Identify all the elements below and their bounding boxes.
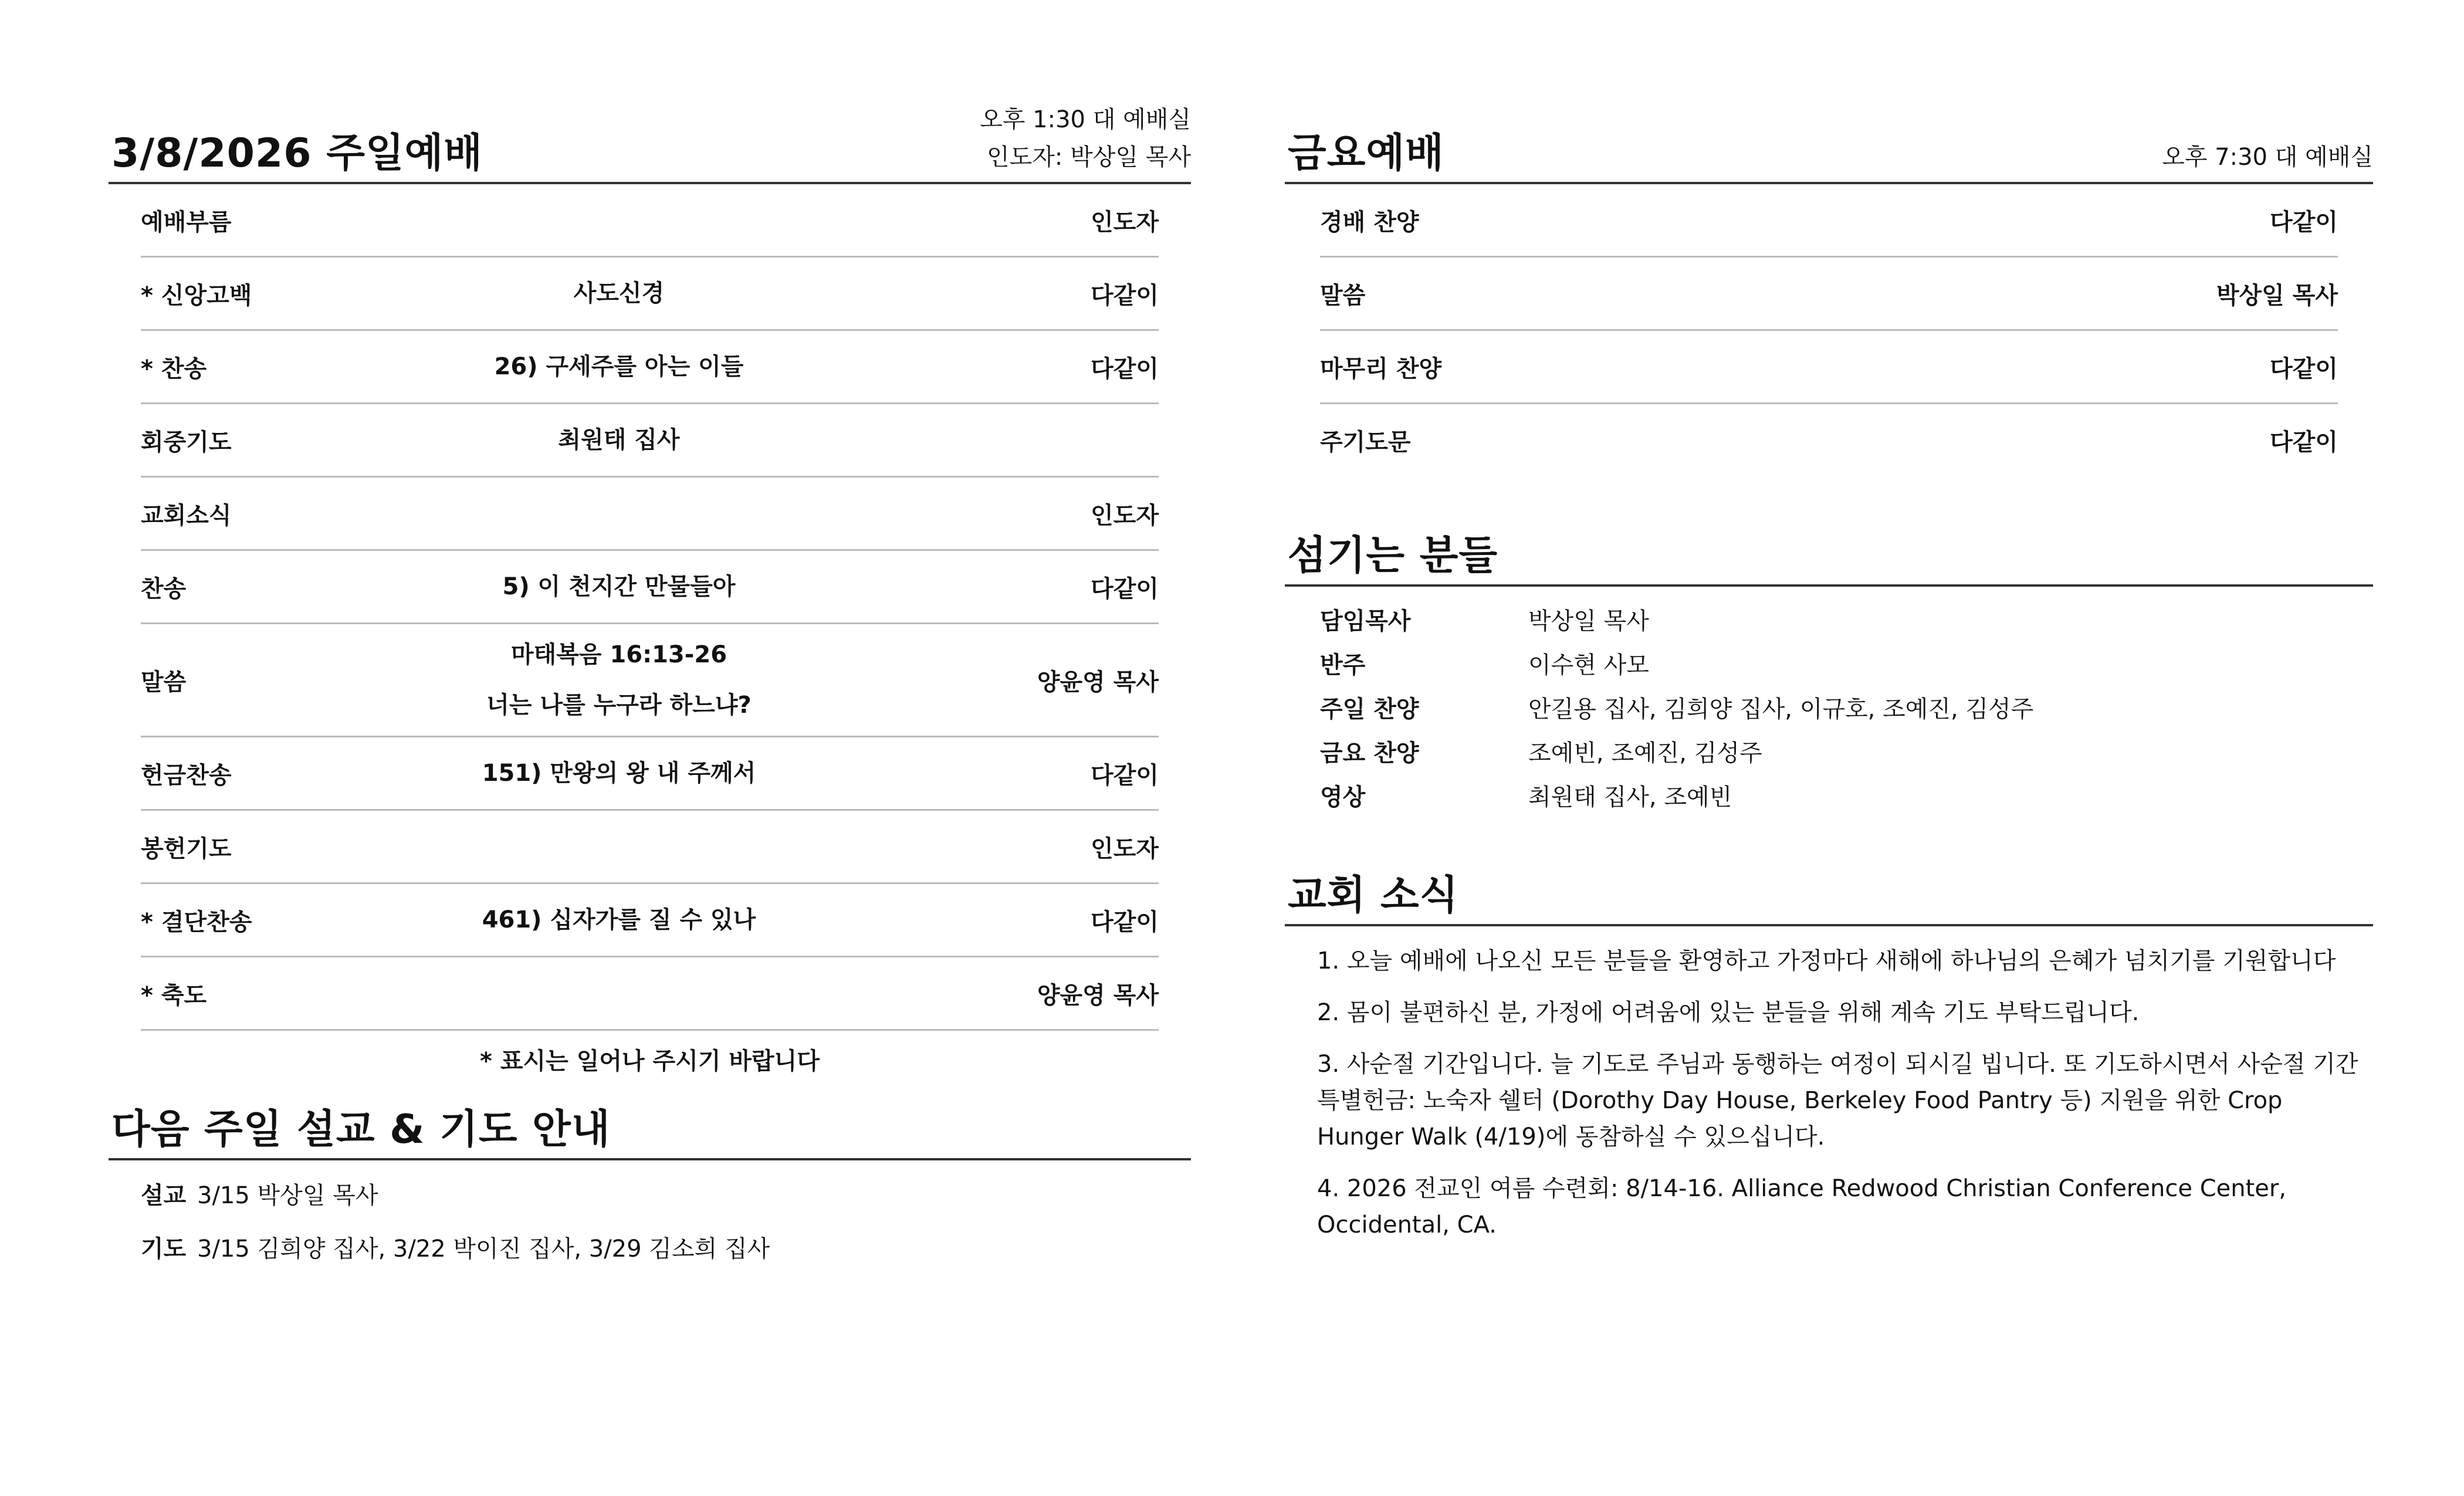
friday-leader: 다같이 <box>2270 428 2338 456</box>
news-list <box>1317 943 2361 1243</box>
worship-item: * 축도 <box>141 981 207 1009</box>
worship-content: 461) 십자가를 질 수 있나 <box>482 906 756 933</box>
worship-row <box>141 404 1159 478</box>
prayer-text: 3/15 김희양 집사, 3/22 박이진 집사, 3/29 김소희 집사 <box>197 1236 770 1263</box>
server-row <box>1320 597 2373 641</box>
worship-item: 헌금찬송 <box>141 761 232 789</box>
friday-service-title: 금요예배 <box>1288 130 1444 177</box>
server-names: 박상일 목사 <box>1528 608 1649 635</box>
worship-content: 151) 만왕의 왕 내 주께서 <box>482 760 756 787</box>
server-row <box>1320 729 2373 773</box>
sunday-leader: 인도자: 박상일 목사 <box>986 144 1191 171</box>
friday-item: 주기도문 <box>1320 428 1411 456</box>
next-week-header <box>109 1088 1191 1160</box>
news-title: 교회 소식 <box>1288 872 1459 919</box>
worship-item: * 신앙고백 <box>141 282 252 309</box>
friday-order-of-worship <box>1285 184 2373 476</box>
server-row <box>1320 773 2373 817</box>
worship-row <box>141 258 1159 331</box>
friday-service-header <box>1285 100 2373 184</box>
friday-row <box>1320 331 2338 404</box>
worship-row <box>141 884 1159 957</box>
server-names: 이수현 사모 <box>1528 652 1649 679</box>
friday-item: 경배 찬양 <box>1320 208 1419 236</box>
friday-item: 마무리 찬양 <box>1320 355 1442 383</box>
news-item: 3. 사순절 기간입니다. 늘 기도로 주님과 동행하는 여정이 되시길 빕니다. 또 기도하시면서 사순절 기간 특별헌금: 노숙자 쉘터 (Dorothy Day House, Berkeley Food Pantry 등) 지원을 위한 Crop Hunger Walk (4/19)에 동참하실 수 있으십니다. <box>1317 1051 2358 1150</box>
worship-row <box>141 737 1159 811</box>
standing-note: * 표시는 일어나 주시기 바랍니다 <box>480 1048 820 1075</box>
friday-leader: 다같이 <box>2270 208 2338 236</box>
worship-leader: 양윤영 목사 <box>1037 668 1159 696</box>
server-row <box>1320 641 2373 685</box>
worship-item: 예배부름 <box>141 208 232 236</box>
worship-content: 사도신경 <box>573 280 665 307</box>
sermon-scripture: 마태복음 16:13-26 <box>510 641 727 668</box>
server-role: 영상 <box>1320 784 1366 811</box>
worship-row <box>141 957 1159 1031</box>
worship-row <box>141 331 1159 404</box>
friday-row <box>1320 184 2338 258</box>
server-role: 주일 찬양 <box>1320 696 1419 723</box>
worship-leader: 다같이 <box>1091 761 1159 789</box>
server-names: 안길용 집사, 김희양 집사, 이규호, 조예진, 김성주 <box>1528 696 2034 723</box>
news-item: 1. 오늘 예배에 나오신 모든 분들을 환영하고 가정마다 새해에 하나님의 은혜가 넘치기를 기원합니다 <box>1317 947 2336 974</box>
friday-leader: 박상일 목사 <box>2216 282 2338 309</box>
next-prayer <box>141 1230 1191 1264</box>
right-column <box>1285 100 2373 1258</box>
sunday-service-header <box>109 100 1191 184</box>
server-role: 담임목사 <box>1320 608 1411 635</box>
worship-content: 최원태 집사 <box>558 427 680 453</box>
servers-list <box>1320 597 2373 817</box>
worship-content: 5) 이 천지간 만물들아 <box>502 573 736 600</box>
worship-item: * 결단찬송 <box>141 908 252 936</box>
sermon-title: 너는 나를 누구라 하느냐? <box>486 692 752 719</box>
worship-leader: 인도자 <box>1091 208 1159 236</box>
sunday-service-title: 3/8/2026 주일예배 <box>111 130 483 177</box>
servers-title: 섬기는 분들 <box>1288 533 1498 579</box>
worship-item: 찬송 <box>141 575 187 603</box>
server-role: 반주 <box>1320 652 1366 679</box>
worship-leader: 양윤영 목사 <box>1037 981 1159 1009</box>
worship-item: 교회소식 <box>141 502 232 529</box>
next-sermon <box>141 1177 1191 1210</box>
servers-header <box>1285 514 2373 587</box>
friday-row <box>1320 258 2338 331</box>
news-item: 2. 몸이 불편하신 분, 가정에 어려움에 있는 분들을 위해 계속 기도 부탁드립니다. <box>1317 999 2140 1026</box>
worship-leader: 다같이 <box>1091 282 1159 309</box>
worship-row <box>141 184 1159 258</box>
worship-leader: 인도자 <box>1091 835 1159 862</box>
friday-leader: 다같이 <box>2270 355 2338 383</box>
server-names: 조예빈, 조예진, 김성주 <box>1528 740 1762 767</box>
friday-item: 말씀 <box>1320 282 1366 309</box>
worship-row <box>141 811 1159 884</box>
sermon-text: 3/15 박상일 목사 <box>197 1182 378 1209</box>
worship-leader: 인도자 <box>1091 502 1159 529</box>
news-item: 4. 2026 전교인 여름 수련회: 8/14-16. Alliance Redwood Christian Conference Center, Occidental, CA. <box>1317 1175 2287 1238</box>
friday-row <box>1320 404 2338 476</box>
next-week-list <box>141 1177 1191 1264</box>
worship-leader: 다같이 <box>1091 575 1159 603</box>
worship-content <box>428 629 810 730</box>
sunday-order-of-worship <box>141 184 1159 1076</box>
prayer-label: 기도 <box>141 1236 187 1263</box>
worship-row-sermon <box>141 624 1159 737</box>
news-header <box>1285 854 2373 926</box>
worship-leader: 다같이 <box>1091 355 1159 383</box>
sermon-label: 설교 <box>141 1182 187 1209</box>
next-week-title: 다음 주일 설교 & 기도 안내 <box>111 1106 611 1153</box>
server-role: 금요 찬양 <box>1320 740 1419 767</box>
server-names: 최원태 집사, 조예빈 <box>1528 784 1732 811</box>
worship-leader: 다같이 <box>1091 908 1159 936</box>
worship-item: 봉헌기도 <box>141 835 232 862</box>
worship-item: 회중기도 <box>141 428 232 456</box>
friday-time-place: 오후 7:30 대 예배실 <box>2162 144 2373 171</box>
worship-item: 말씀 <box>141 668 187 696</box>
sunday-service-section <box>109 100 1191 1284</box>
sunday-service-meta <box>980 101 1191 176</box>
sunday-time-place: 오후 1:30 대 예배실 <box>980 106 1191 133</box>
server-row <box>1320 685 2373 729</box>
worship-row <box>141 551 1159 624</box>
worship-item: * 찬송 <box>141 355 207 383</box>
worship-content: 26) 구세주를 아는 이들 <box>494 353 744 380</box>
worship-row <box>141 478 1159 551</box>
